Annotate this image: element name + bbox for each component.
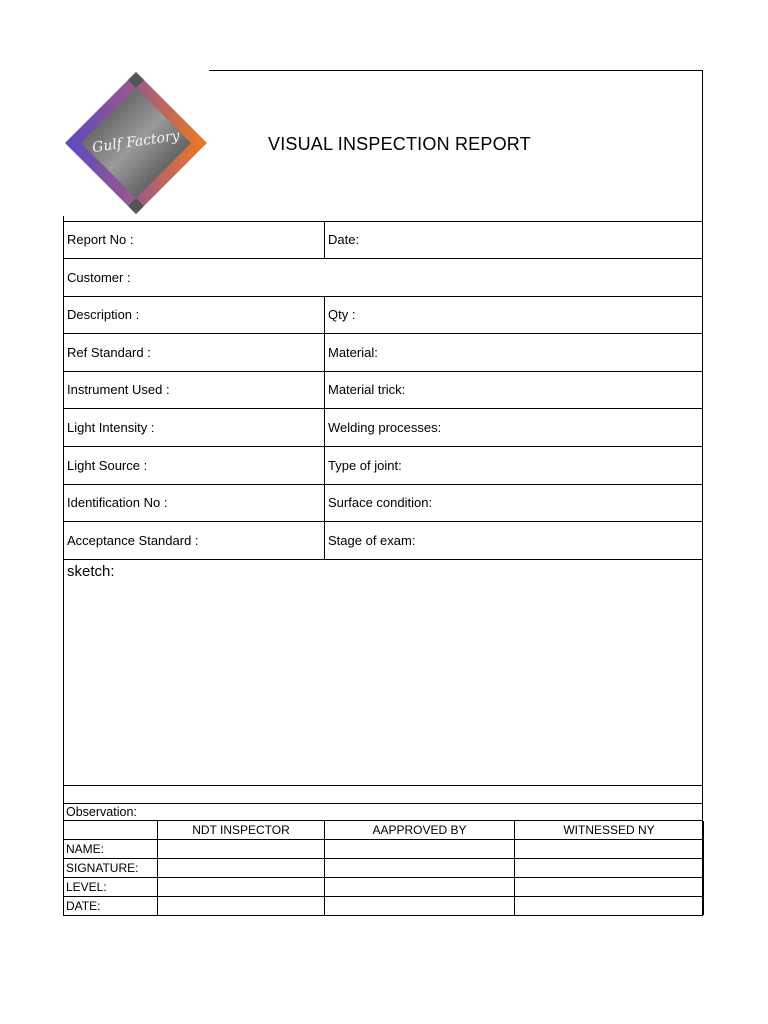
field-row [64, 484, 702, 522]
welding-processes-field[interactable]: Welding processes: [328, 420, 442, 435]
blank-row [64, 785, 702, 804]
table-cell[interactable] [515, 897, 704, 916]
qty-field[interactable]: Qty : [328, 307, 356, 322]
table-cell[interactable] [325, 840, 515, 859]
stage-of-exam-field[interactable]: Stage of exam: [328, 533, 416, 548]
observation-field[interactable]: Observation: [64, 803, 702, 821]
field-row [64, 334, 702, 372]
table-row [64, 878, 704, 897]
table-cell[interactable] [158, 878, 325, 897]
field-row [64, 522, 702, 560]
table-cell[interactable] [325, 897, 515, 916]
instrument-used-field[interactable]: Instrument Used : [64, 371, 325, 408]
material-field[interactable]: Material: [328, 345, 378, 360]
signature-header-row [64, 821, 704, 840]
date-label: DATE: [64, 897, 158, 916]
inspection-form [63, 70, 703, 916]
field-row [64, 296, 702, 334]
table-cell[interactable] [515, 859, 704, 878]
field-row [64, 221, 702, 259]
table-cell[interactable] [515, 840, 704, 859]
logo-text: Gulf Factory [91, 127, 181, 157]
report-no-field[interactable]: Report No : [64, 221, 325, 258]
table-row [64, 840, 704, 859]
level-label: LEVEL: [64, 878, 158, 897]
field-row [64, 409, 702, 447]
field-row [64, 371, 702, 409]
light-intensity-field[interactable]: Light Intensity : [64, 409, 325, 446]
table-cell[interactable] [158, 897, 325, 916]
acceptance-standard-field[interactable]: Acceptance Standard : [64, 522, 325, 559]
table-cell[interactable] [325, 878, 515, 897]
table-row [64, 897, 704, 916]
customer-field[interactable]: Customer : [67, 270, 131, 285]
approved-by-header: AAPPROVED BY [325, 821, 515, 840]
signature-table [63, 821, 704, 915]
sketch-label: sketch: [67, 563, 115, 580]
light-source-field[interactable]: Light Source : [64, 447, 325, 484]
material-trick-field[interactable]: Material trick: [328, 382, 406, 397]
surface-condition-field[interactable]: Surface condition: [328, 495, 433, 510]
type-of-joint-field[interactable]: Type of joint: [328, 458, 402, 473]
company-logo [63, 70, 209, 216]
table-row [64, 859, 704, 878]
date-field[interactable]: Date: [328, 232, 360, 247]
name-label: NAME: [64, 840, 158, 859]
report-title: VISUAL INSPECTION REPORT [268, 134, 531, 154]
field-row [64, 259, 702, 297]
ref-standard-field[interactable]: Ref Standard : [64, 334, 325, 371]
table-cell[interactable] [158, 859, 325, 878]
table-cell[interactable] [515, 878, 704, 897]
signature-label: SIGNATURE: [64, 859, 158, 878]
sketch-area[interactable] [64, 560, 702, 786]
description-field[interactable]: Description : [64, 296, 325, 333]
table-cell[interactable] [158, 840, 325, 859]
table-cell[interactable] [325, 859, 515, 878]
witnessed-by-header: WITNESSED NY [515, 821, 704, 840]
ndt-inspector-header: NDT INSPECTOR [158, 821, 325, 840]
blank-cell [64, 821, 158, 840]
report-header [64, 71, 702, 222]
field-row [64, 447, 702, 485]
identification-no-field[interactable]: Identification No : [64, 484, 325, 521]
